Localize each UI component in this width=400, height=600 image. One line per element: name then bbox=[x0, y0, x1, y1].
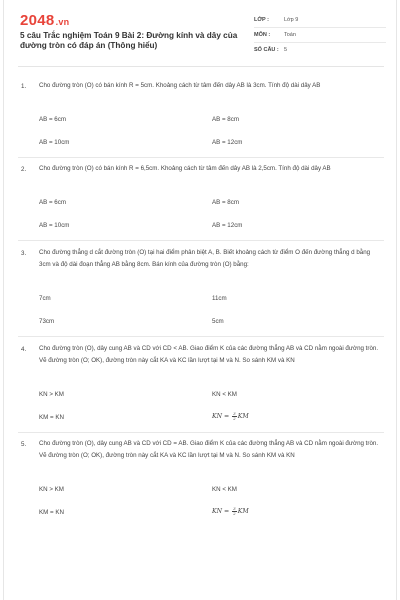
meta-value: Toán bbox=[284, 32, 296, 38]
meta-value: Lớp 9 bbox=[284, 17, 299, 23]
question-number: 3. bbox=[21, 250, 27, 257]
answer-option-b[interactable]: KN < KM bbox=[212, 486, 237, 493]
question-divider bbox=[18, 432, 384, 433]
document-header bbox=[0, 0, 400, 66]
formula-var: KM bbox=[237, 508, 249, 515]
header-divider bbox=[18, 66, 384, 67]
question-number: 2. bbox=[21, 166, 27, 173]
answer-option-d[interactable] bbox=[212, 412, 249, 421]
question-number: 4. bbox=[21, 346, 27, 353]
meta-row-count bbox=[254, 43, 386, 57]
page-border-right bbox=[396, 0, 397, 600]
logo-main: 2048 bbox=[20, 12, 55, 29]
answer-option-b[interactable]: AB = 8cm bbox=[212, 199, 239, 206]
answer-option-d[interactable]: AB = 12cm bbox=[212, 139, 243, 146]
answer-option-c[interactable]: AB = 10cm bbox=[39, 222, 70, 229]
answer-option-c[interactable]: AB = 10cm bbox=[39, 139, 70, 146]
question-divider bbox=[18, 157, 384, 158]
question-number: 5. bbox=[21, 441, 27, 448]
fraction-denominator: 2 bbox=[233, 511, 236, 516]
meta-row-class bbox=[254, 13, 386, 28]
meta-value: 5 bbox=[284, 47, 288, 53]
fraction-numerator: 3 bbox=[233, 411, 236, 416]
answer-option-b[interactable]: AB = 8cm bbox=[212, 116, 239, 123]
site-logo[interactable] bbox=[20, 12, 69, 29]
fraction-numerator: 3 bbox=[233, 506, 236, 511]
logo-suffix: .vn bbox=[55, 17, 70, 27]
question-divider bbox=[18, 336, 384, 337]
answer-option-a[interactable]: AB = 6cm bbox=[39, 116, 66, 123]
answer-option-c[interactable]: KM = KN bbox=[39, 414, 64, 421]
answer-option-a[interactable]: AB = 6cm bbox=[39, 199, 66, 206]
answer-option-b[interactable]: 11cm bbox=[212, 295, 227, 302]
answer-option-d[interactable]: 5cm bbox=[212, 318, 224, 325]
answer-option-d[interactable]: AB = 12cm bbox=[212, 222, 243, 229]
answer-option-d[interactable] bbox=[212, 507, 249, 516]
formula-var: KM bbox=[237, 413, 249, 420]
question-text: Cho đường tròn (O), dây cung AB và CD với CD = AB. Giao điểm K của các đường thẳng AB và CD nằm ngoài đường tròn. Vẽ đường tròn (O; OK), đường tròn này cắt KA và KC lần lượt tại M và N. So sánh KM và KN bbox=[39, 440, 379, 459]
answer-option-a[interactable]: 7cm bbox=[39, 295, 51, 302]
meta-key: LỚP : bbox=[254, 17, 269, 23]
answer-option-b[interactable]: KN < KM bbox=[212, 391, 237, 398]
meta-table bbox=[254, 13, 386, 57]
question-text: Cho đường tròn (O) có bán kính R = 6,5cm. Khoảng cách từ tâm đến dây AB là 2,5cm. Tính độ dài dây AB bbox=[39, 165, 331, 172]
fraction-denominator: 2 bbox=[233, 416, 236, 421]
answer-option-c[interactable]: KM = KN bbox=[39, 509, 64, 516]
question-number: 1. bbox=[21, 83, 27, 90]
meta-key: SỐ CÂU : bbox=[254, 47, 279, 53]
meta-row-subject bbox=[254, 28, 386, 43]
formula-lhs: KN = bbox=[212, 508, 232, 515]
answer-option-a[interactable]: KN > KM bbox=[39, 391, 64, 398]
document-title: 5 câu Trắc nghiệm Toán 9 Bài 2: Đường kính và dây của đường tròn có đáp án (Thông hiểu) bbox=[20, 31, 238, 50]
question-divider bbox=[18, 240, 384, 241]
question-text: Cho đường thẳng d cắt đường tròn (O) tại hai điểm phân biệt A, B. Biết khoảng cách từ điểm O đến đường thẳng d bằng 3cm và độ dài đoạn thẳng AB bằng 8cm. Bán kính của đường tròn (O) bằng: bbox=[39, 249, 371, 268]
fraction bbox=[232, 507, 237, 516]
question-text: Cho đường tròn (O) có bán kính R = 5cm. Khoảng cách từ tâm đến dây AB là 3cm. Tính độ dài dây AB bbox=[39, 82, 321, 89]
formula-lhs: KN = bbox=[212, 413, 232, 420]
page-border-left bbox=[3, 0, 4, 600]
question-text: Cho đường tròn (O), dây cung AB và CD với CD < AB. Giao điểm K của các đường thẳng AB và CD nằm ngoài đường tròn. Vẽ đường tròn (O; OK), đường tròn này cắt KA và KC lần lượt tại M và N. So sánh KM và KN bbox=[39, 345, 379, 364]
answer-option-c[interactable]: 73cm bbox=[39, 318, 55, 325]
answer-option-a[interactable]: KN > KM bbox=[39, 486, 64, 493]
meta-key: MÔN : bbox=[254, 32, 271, 38]
fraction bbox=[232, 412, 237, 421]
